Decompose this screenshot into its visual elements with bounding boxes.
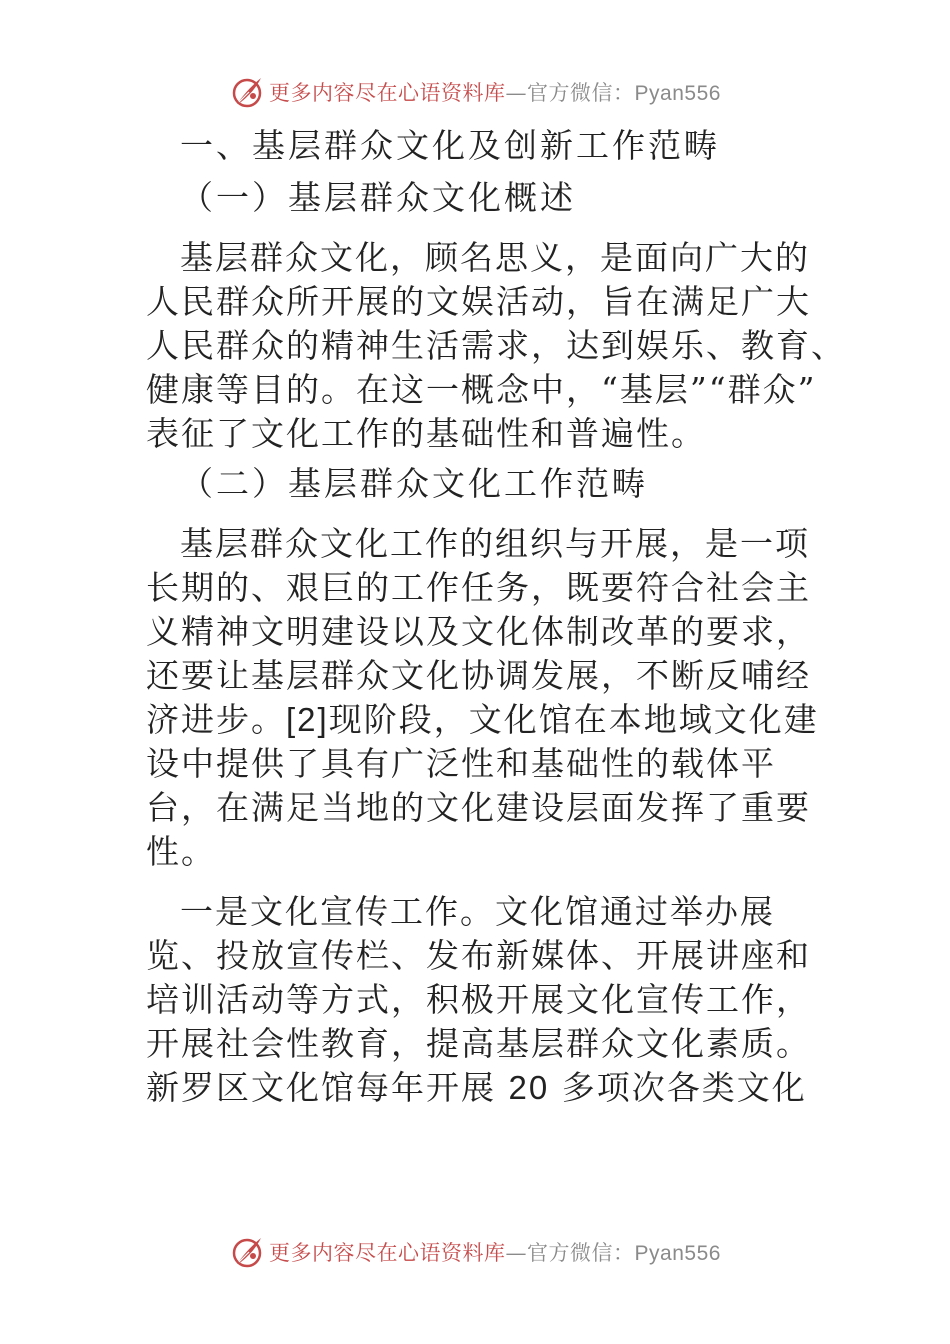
paragraph-line — [146, 1066, 806, 1110]
watermark-wechat-label: 官方微信： — [527, 81, 635, 105]
line-text: 济进步。 — [146, 700, 286, 739]
watermark-wechat-label: 官方微信： — [527, 1241, 635, 1265]
paragraph-line: 览、投放宣传栏、发布新媒体、开展讲座和 — [146, 936, 811, 975]
paragraph-line: 还要让基层群众文化协调发展，不断反哺经 — [146, 656, 811, 695]
line-text: 现阶段，文化馆在本地域文化建 — [328, 700, 819, 739]
paragraph-line: 设中提供了具有广泛性和基础性的载体平 — [146, 744, 776, 783]
main-heading: 一、基层群众文化及创新工作范畴 — [180, 126, 720, 165]
section-2-paragraph-1 — [146, 522, 819, 874]
paragraph-line: 表征了文化工作的基础性和普遍性。 — [146, 414, 706, 453]
watermark-dash: — — [505, 1241, 528, 1265]
citation-ref: [2] — [286, 701, 329, 738]
paragraph-line: 基层群众文化，顾名思义，是面向广大的 — [180, 238, 810, 277]
paragraph-line: 健康等目的。在这一概念中，“基层”“群众” — [146, 370, 817, 409]
watermark-header — [0, 72, 950, 112]
paragraph-line: 长期的、艰巨的工作任务，既要符合社会主 — [146, 568, 811, 607]
paragraph-line: 开展社会性教育，提高基层群众文化素质。 — [146, 1024, 811, 1063]
section-1-heading: （一）基层群众文化概述 — [180, 178, 576, 217]
section-2-paragraph-2 — [146, 890, 811, 1110]
quill-logo-icon — [229, 74, 265, 110]
line-text: 多项次各类文化 — [549, 1068, 807, 1107]
paragraph-line: 一是文化宣传工作。文化馆通过举办展 — [180, 892, 775, 931]
document-body — [146, 124, 846, 1110]
paragraph-line — [146, 698, 819, 742]
paragraph-line: 基层群众文化工作的组织与开展，是一项 — [180, 524, 810, 563]
paragraph-line: 性。 — [146, 832, 216, 871]
section-2-heading: （二）基层群众文化工作范畴 — [180, 464, 648, 503]
watermark-wechat-id: Pyan556 — [634, 82, 721, 105]
paragraph-line: 人民群众的精神生活需求，达到娱乐、教育、 — [146, 326, 846, 365]
watermark-brand: 更多内容尽在心语资料库 — [269, 1241, 506, 1265]
paragraph-line: 人民群众所开展的文娱活动，旨在满足广大 — [146, 282, 811, 321]
section-1-paragraph — [146, 236, 846, 456]
watermark-dash: — — [505, 81, 528, 105]
watermark-brand: 更多内容尽在心语资料库 — [269, 81, 506, 105]
quill-logo-icon — [229, 1234, 265, 1270]
paragraph-line: 义精神文明建设以及文化体制改革的要求， — [146, 612, 811, 651]
watermark-wechat-id: Pyan556 — [634, 1242, 721, 1265]
number-value: 20 — [508, 1069, 550, 1106]
paragraph-line: 台，在满足当地的文化建设层面发挥了重要 — [146, 788, 811, 827]
watermark-footer — [0, 1232, 950, 1272]
line-text: 新罗区文化馆每年开展 — [146, 1068, 509, 1107]
paragraph-line: 培训活动等方式，积极开展文化宣传工作， — [146, 980, 811, 1019]
